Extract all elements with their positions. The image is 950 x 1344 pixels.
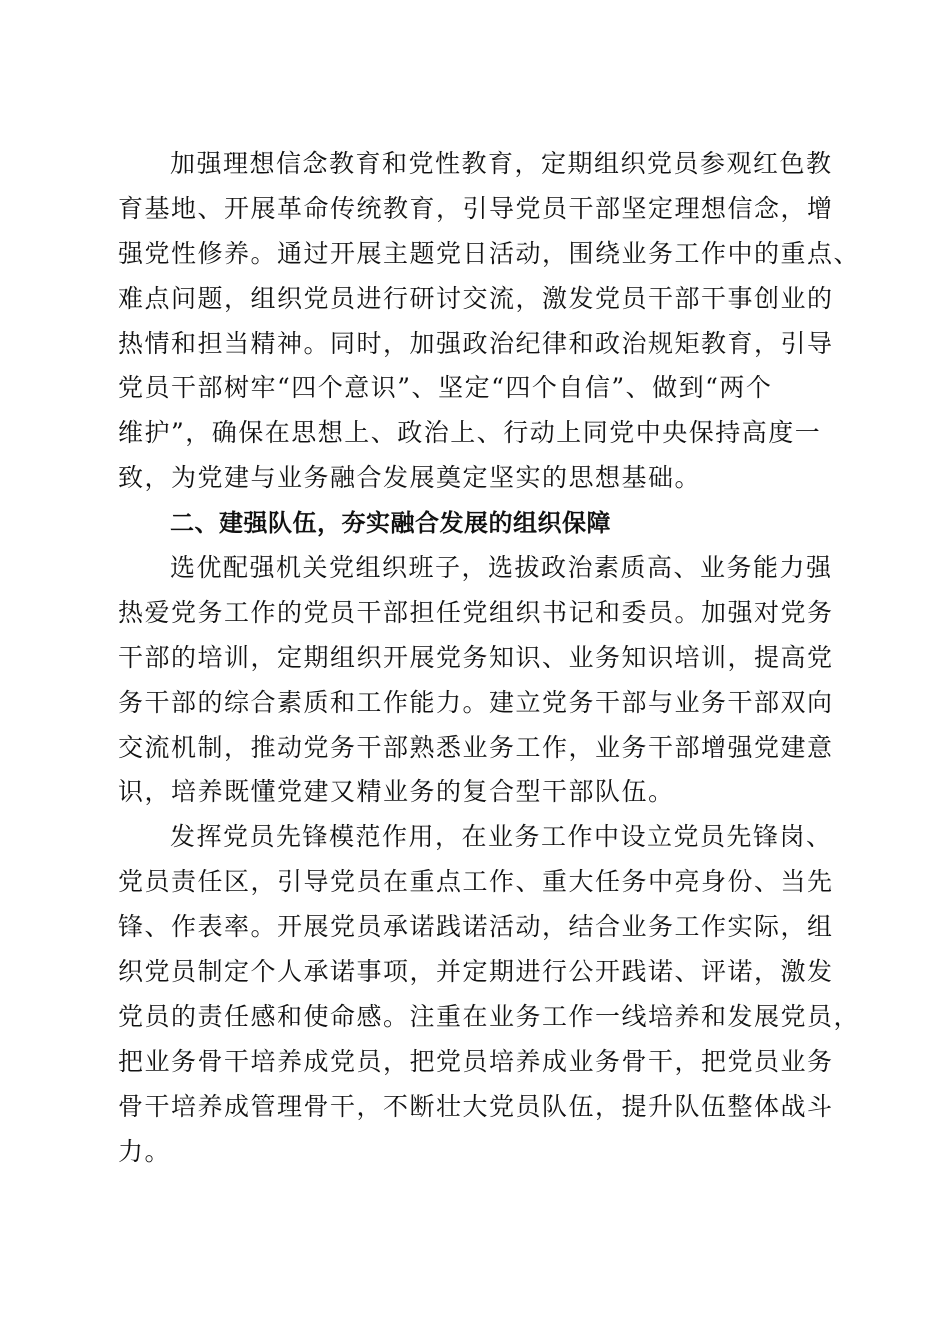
- paragraph-team-building: [118, 546, 838, 815]
- paragraph-ideological-education: [118, 142, 861, 501]
- paragraph-line: 织党员制定个人承诺事项，并定期进行公开践诺、评诺，激发: [118, 957, 834, 987]
- paragraph-line: 交流机制，推动党务干部熟悉业务工作，业务干部增强党建意: [118, 732, 834, 762]
- paragraph-line: 发挥党员先锋模范作用，在业务工作中设立党员先锋岗、: [170, 822, 833, 852]
- paragraph-line: 党员责任区，引导党员在重点工作、重大任务中亮身份、当先: [118, 867, 834, 897]
- paragraph-line: 把业务骨干培养成党员，把党员培养成业务骨干，把党员业务: [118, 1046, 834, 1076]
- paragraph-line: 热情和担当精神。同时，加强政治纪律和政治规矩教育，引导: [118, 328, 834, 358]
- paragraph-line: 致，为党建与业务融合发展奠定坚实的思想基础。: [118, 463, 702, 493]
- paragraph-line: 干部的培训，定期组织开展党务知识、业务知识培训，提高党: [118, 642, 834, 672]
- paragraph-line: 务干部的综合素质和工作能力。建立党务干部与业务干部双向: [118, 687, 834, 717]
- paragraph-line: 党员的责任感和使命感。注重在业务工作一线培养和发展党员，: [118, 1001, 861, 1031]
- paragraph-line: 党员干部树牢“四个意识”、坚定“四个自信”、做到“两个: [118, 373, 773, 403]
- paragraph-line: 锋、作表率。开展党员承诺践诺活动，结合业务工作实际，组: [118, 912, 834, 942]
- paragraph-line: 强党性修养。通过开展主题党日活动，围绕业务工作中的重点、: [118, 238, 861, 268]
- paragraph-line: 力。: [118, 1136, 172, 1166]
- paragraph-line: 维护”，确保在思想上、政治上、行动上同党中央保持高度一: [118, 418, 822, 448]
- paragraph-line: 骨干培养成管理骨干，不断壮大党员队伍，提升队伍整体战斗: [118, 1091, 834, 1121]
- paragraph-line: 热爱党务工作的党员干部担任党组织书记和委员。加强对党务: [118, 597, 834, 627]
- paragraph-line: 育基地、开展革命传统教育，引导党员干部坚定理想信念，增: [118, 193, 834, 223]
- paragraph-line: 选优配强机关党组织班子，选拔政治素质高、业务能力强: [170, 553, 833, 583]
- paragraph-vanguard-role: [118, 815, 861, 1174]
- paragraph-line: 加强理想信念教育和党性教育，定期组织党员参观红色教: [170, 149, 833, 178]
- section-heading: 二、建强队伍，夯实融合发展的组织保障: [170, 509, 611, 538]
- paragraph-line: 识，培养既懂党建又精业务的复合型干部队伍。: [118, 777, 675, 807]
- document-body: [118, 142, 861, 1174]
- paragraph-line: 难点问题，组织党员进行研讨交流，激发党员干部干事创业的: [118, 283, 834, 313]
